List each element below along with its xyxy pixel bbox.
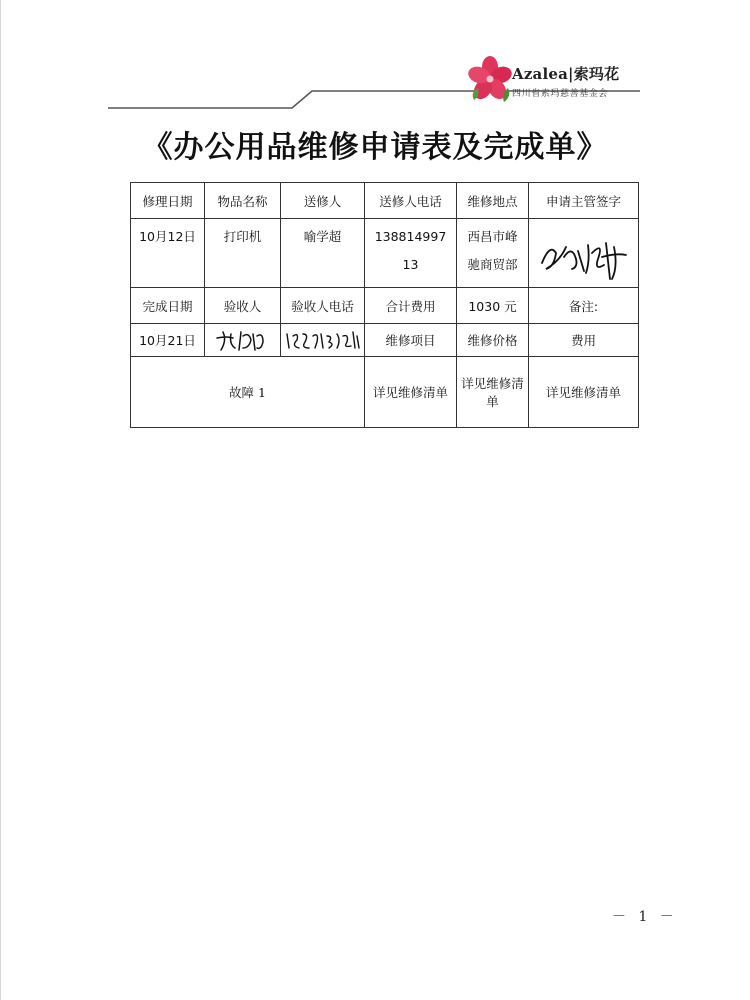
page-number: － 1 － (612, 909, 678, 925)
repair-items-label: 维修项目 (365, 324, 457, 357)
header-acceptor: 验收人 (205, 288, 281, 324)
header-completion-date: 完成日期 (131, 288, 205, 324)
fee-label: 费用 (529, 324, 639, 357)
fee-detail: 详见维修清单 (529, 357, 639, 428)
repair-date-value: 10月12日 (131, 219, 205, 288)
header-repair-date: 修理日期 (131, 183, 205, 219)
logo-subtitle: 四川省索玛慈善基金会 (512, 89, 609, 99)
header-row-2 (131, 288, 639, 324)
header-sender: 送修人 (281, 183, 365, 219)
total-cost-value: 1030 元 (457, 288, 529, 324)
acceptor-signature-cell (205, 324, 281, 357)
sender-phone-value: 138814997 13 (365, 219, 457, 288)
header-sender-phone: 送修人电话 (365, 183, 457, 219)
document-title: 《办公用品维修申请表及完成单》 (142, 130, 608, 165)
item-name-value: 打印机 (205, 219, 281, 288)
logo-brand-cn: 索玛花 (573, 65, 620, 83)
data-row-1 (131, 219, 639, 288)
supervisor-signature-cell (529, 219, 639, 288)
azalea-flower-icon (468, 52, 514, 108)
repair-price-label: 维修价格 (457, 324, 529, 357)
location-value: 西昌市峰驰商贸部 (457, 219, 529, 288)
remarks-label: 备注: (529, 288, 639, 324)
foundation-logo (468, 52, 638, 108)
header-item-name: 物品名称 (205, 183, 281, 219)
header-acceptor-phone: 验收人电话 (281, 288, 365, 324)
data-row-3 (131, 357, 639, 428)
acceptor-phone-handwriting (283, 326, 363, 354)
header-total-cost: 合计费用 (365, 288, 457, 324)
repair-form-table (130, 182, 639, 428)
header-row-1 (131, 183, 639, 219)
acceptor-signature (213, 326, 273, 354)
data-row-2 (131, 324, 639, 357)
supervisor-signature (532, 223, 636, 283)
sender-value: 喻学超 (281, 219, 365, 288)
logo-brand-en: Azalea (512, 65, 569, 83)
header-supervisor-signature: 申请主管签字 (529, 183, 639, 219)
header-location: 维修地点 (457, 183, 529, 219)
fault-description: 故障 1 (131, 357, 365, 428)
repair-items-detail: 详见维修清单 (365, 357, 457, 428)
completion-date-value: 10月21日 (131, 324, 205, 357)
acceptor-phone-handwriting-cell (281, 324, 365, 357)
repair-price-detail: 详见维修清单 (457, 357, 529, 428)
logo-brand-name: Azalea|索玛花 (512, 65, 620, 83)
